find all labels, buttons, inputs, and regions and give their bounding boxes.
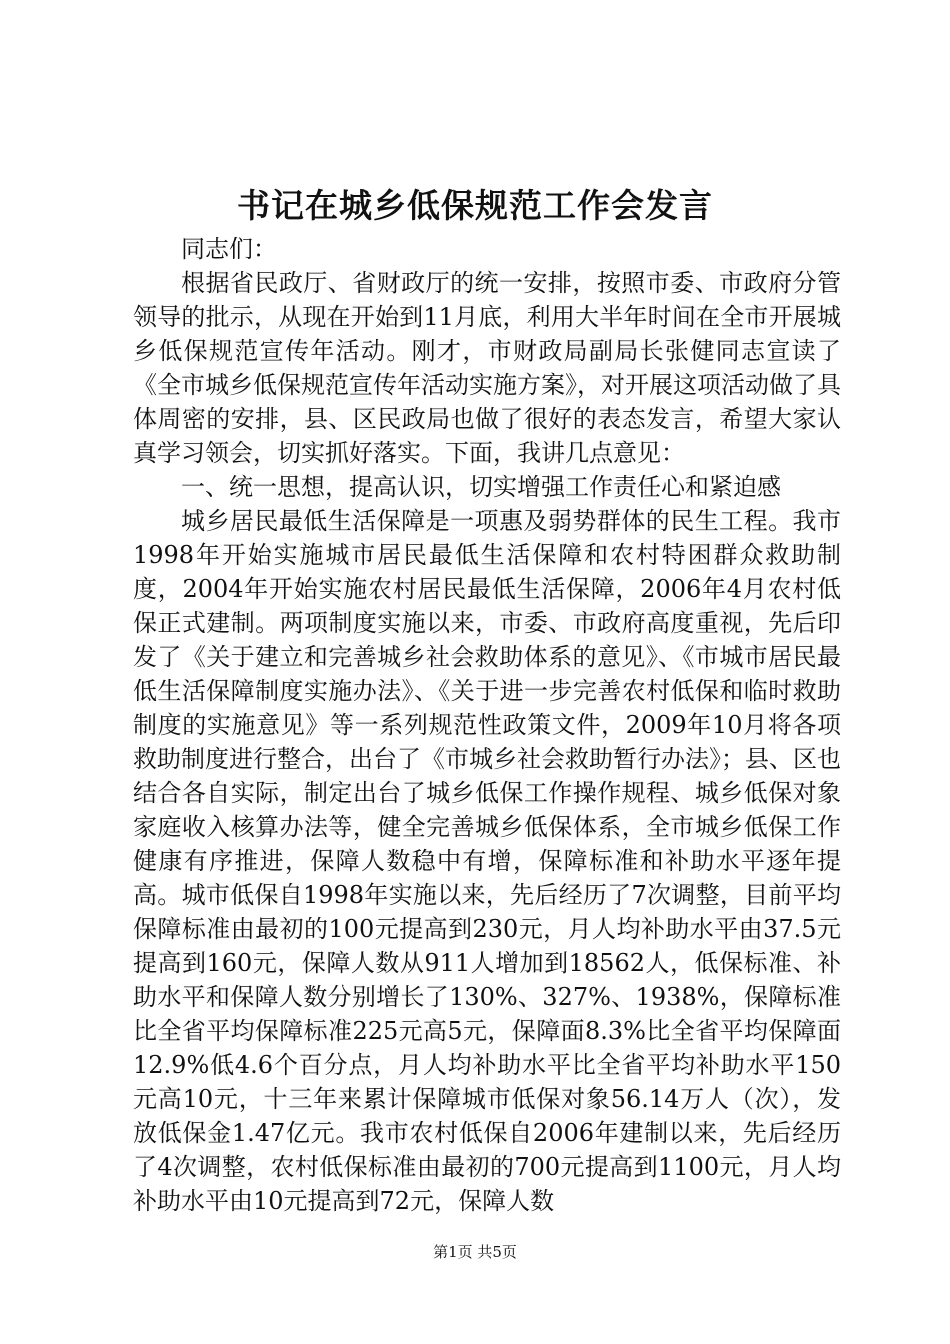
section-heading: 一、统一思想，提高认识，切实增强工作责任心和紧迫感 (181, 473, 781, 501)
document-title: 书记在城乡低保规范工作会发言 (237, 186, 713, 225)
salutation: 同志们： (181, 235, 277, 263)
paragraph-body: 城乡居民最低生活保障是一项惠及弱势群体的民生工程。我市1998年开始实施城市居民最低生活保障和农村特困群众救助制度，2004年开始实施农村居民最低生活保障，2006年4月农村低保正式建制。两项制度实施以来，市委、市政府高度重视，先后印发了《关于建立和完善城乡社会救助体系的意见》、《市城市居民最低生活保障制度实施办法》、《关于进一步完善农村低保和临时救助制度的实施意见》等一系列规范性政策文件，2009年10月将各项救助制度进行整合，出台了《市城乡社会救助暂行办法》；县、区也结合各自实际，制定出台了城乡低保工作操作规程、城乡低保对象家庭收入核算办法等，健全完善城乡低保体系，全市城乡低保工作健康有序推进，保障人数稳中有增，保障标准和补助水平逐年提高。城市低保自1998年实施以来，先后经历了7次调整，目前平均保障标准由最初的100元提高到230元，月人均补助水平由37.5元提高到160元，保障人数从911人增加到18562人，低保标准、补助水平和保障人数分别增长了130%、327%、1938%，保障标准比全省平均保障标准225元高5元，保障面8.3%比全省平均保障面12.9%低4.6个百分点，月人均补助水平比全省平均补助水平150元高10元，十三年来累计保障城市低保对象56.14万人（次），发放低保金1.47亿元。我市农村低保自2006年建制以来，先后经历了4次调整，农村低保标准由最初的700元提高到1100元，月人均补助水平由10元提高到72元，保障人数 (133, 507, 841, 1215)
paragraph-intro: 根据省民政厅、省财政厅的统一安排，按照市委、市政府分管领导的批示，从现在开始到11月底，利用大半年时间在全市开展城乡低保规范宣传年活动。刚才，市财政局副局长张健同志宣读了《全市城乡低保规范宣传年活动实施方案》，对开展这项活动做了具体周密的安排，县、区民政局也做了很好的表态发言，希望大家认真学习领会，切实抓好落实。下面，我讲几点意见： (133, 269, 841, 467)
page-footer: 第1页 共5页 (433, 1243, 517, 1261)
document-body (133, 232, 841, 1218)
